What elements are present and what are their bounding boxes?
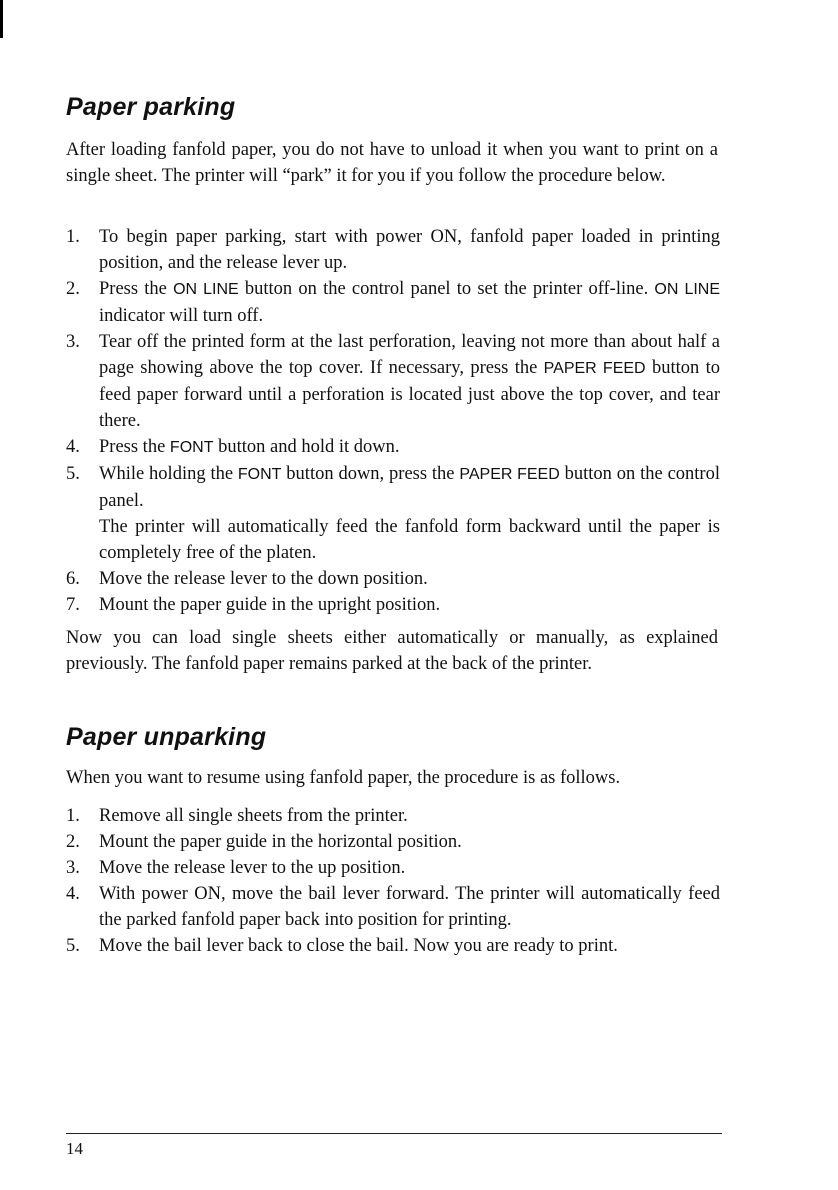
step-number: 3. (66, 332, 80, 352)
step-number: 2. (66, 832, 80, 852)
list-item (66, 881, 720, 933)
page-number: 14 (66, 1139, 83, 1158)
indicator-name-keyword: ON LINE (654, 281, 721, 298)
scan-edge-mark (0, 0, 3, 38)
step-text-part: button on the control panel. (99, 464, 720, 511)
list-item (66, 803, 720, 829)
step-text-part: Press the (99, 279, 174, 299)
parking-steps-list (66, 224, 720, 618)
list-item (66, 933, 720, 959)
footer-rule (66, 1133, 722, 1134)
button-name-keyword: ON LINE (173, 281, 239, 298)
step-text-part: button down, press the (281, 464, 460, 484)
step-number: 3. (66, 858, 80, 878)
list-item (66, 592, 720, 618)
section-intro-paragraph: After loading fanfold paper, you do not have to unload it when you want to print on a single sheet. The printer will “park” it for you if you follow the procedure below. (66, 140, 718, 186)
step-number: 4. (66, 884, 80, 904)
step-text-part: While holding the (99, 464, 238, 484)
step-number: 5. (66, 936, 80, 956)
unparking-steps-list (66, 803, 720, 959)
step-text-part: indicator will turn off. (99, 306, 264, 326)
step-text: Move the bail lever back to close the bail. Now you are ready to print. (99, 936, 618, 956)
step-number: 1. (66, 806, 80, 826)
list-item (66, 855, 720, 881)
button-name-keyword: FONT (169, 439, 214, 456)
list-item (66, 566, 720, 592)
section-title-paper-parking: Paper parking (66, 93, 236, 121)
step-subparagraph: The printer will automatically feed the fanfold form backward until the paper is completely free of the platen. (99, 517, 720, 563)
list-item (66, 829, 720, 855)
step-number: 6. (66, 569, 80, 589)
list-item (66, 434, 720, 461)
step-text: Move the release lever to the up position. (99, 858, 406, 878)
step-number: 2. (66, 279, 80, 299)
step-text-part: button on the control panel to set the printer off-line. (238, 279, 655, 299)
section-closing-paragraph: Now you can load single sheets either automatically or manually, as explained previously. The fanfold paper remains parked at the back of the printer. (66, 628, 718, 674)
step-text-part: Tear off the printed form at the last perforation, leaving not more than about half a page showing above the top cover. If necessary, press the (99, 332, 720, 378)
step-number: 4. (66, 437, 80, 457)
step-text-part: button and hold it down. (213, 437, 400, 457)
button-name-keyword: FONT (237, 466, 282, 483)
step-number: 7. (66, 595, 80, 615)
step-text-part: Press the (99, 437, 170, 457)
step-text: Move the release lever to the down position. (99, 569, 428, 589)
list-item (66, 461, 720, 566)
list-item (66, 276, 720, 329)
step-text: Mount the paper guide in the horizontal position. (99, 832, 462, 852)
list-item (66, 224, 720, 276)
step-text: To begin paper parking, start with power ON, fanfold paper loaded in printing position, and the release lever up. (99, 227, 720, 273)
section-intro-paragraph: When you want to resume using fanfold paper, the procedure is as follows. (66, 768, 621, 788)
button-name-keyword: PAPER FEED (543, 360, 646, 377)
step-number: 5. (66, 464, 80, 484)
section-title-paper-unparking: Paper unparking (66, 723, 267, 751)
step-text: With power ON, move the bail lever forward. The printer will automatically feed the parked fanfold paper back into position for printing. (99, 884, 720, 930)
step-text: Remove all single sheets from the printer. (99, 806, 408, 826)
list-item (66, 329, 720, 434)
button-name-keyword: PAPER FEED (459, 466, 560, 483)
step-text: Mount the paper guide in the upright position. (99, 595, 441, 615)
step-number: 1. (66, 227, 80, 247)
step-text-part: button to feed paper forward until a perforation is located just above the top cover, and tear there. (99, 358, 720, 431)
